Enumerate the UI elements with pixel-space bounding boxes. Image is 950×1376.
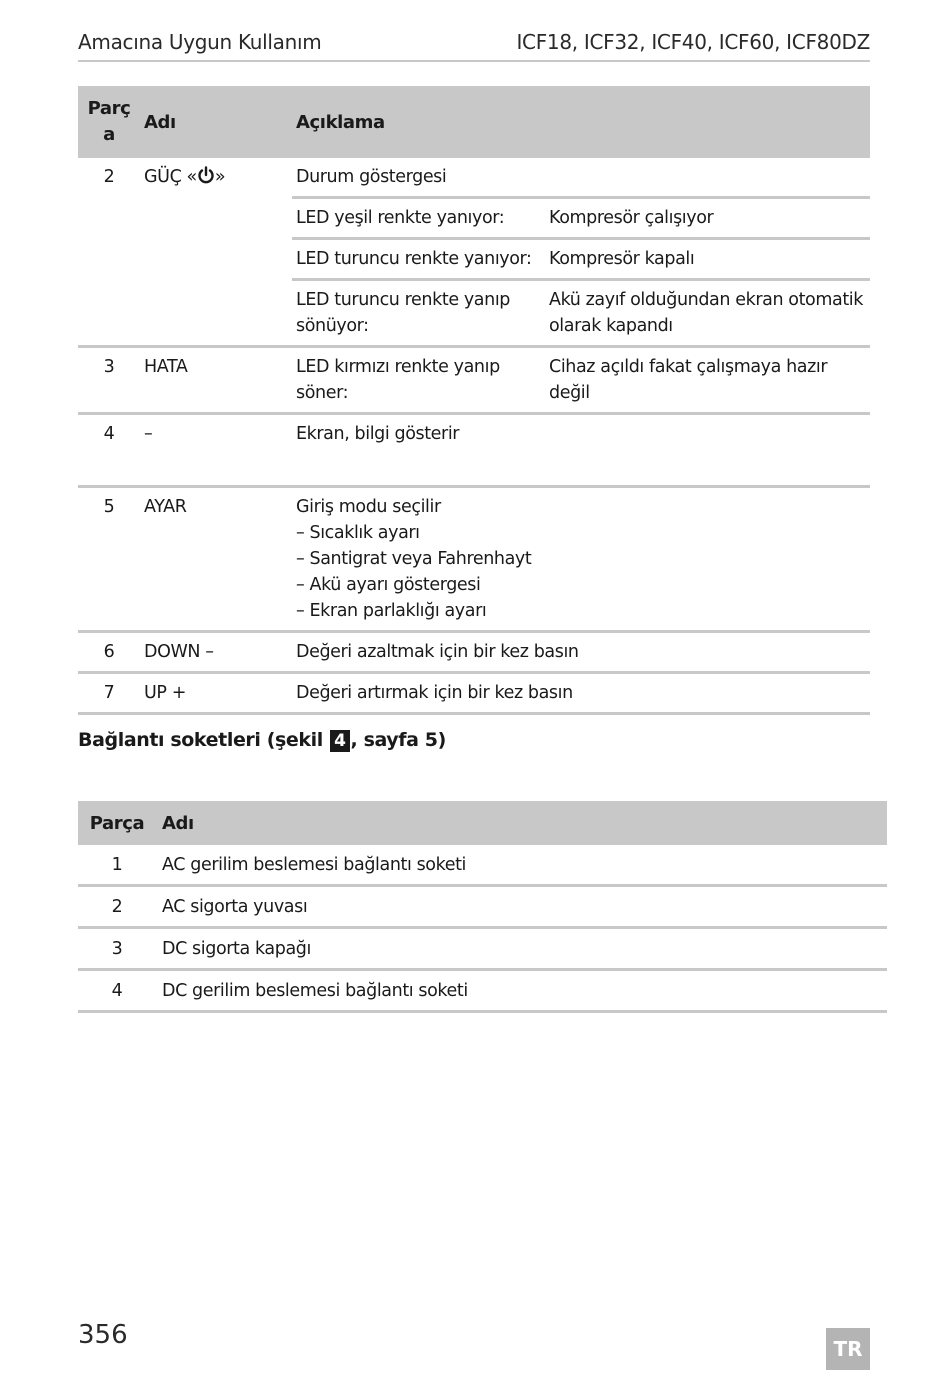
led-meaning: Kompresör çalışıyor — [545, 198, 870, 239]
led-meaning: Kompresör kapalı — [545, 239, 870, 280]
table-row — [78, 487, 870, 632]
row-name: UP + — [140, 673, 292, 714]
controls-table — [78, 86, 870, 715]
table-row — [78, 632, 870, 673]
led-state: LED turuncu renkte yanıyor: — [292, 239, 545, 280]
row-name: AC gerilim beslemesi bağlantı soketi — [156, 845, 887, 886]
table-row — [78, 928, 887, 970]
header-model-list: ICF18, ICF32, ICF40, ICF60, ICF80DZ — [516, 30, 870, 54]
table-header-row — [78, 801, 887, 845]
row-name: HATA — [140, 347, 292, 414]
row-name: AC sigorta yuvası — [156, 886, 887, 928]
row-name-suffix: » — [214, 167, 226, 187]
row-number: 4 — [78, 970, 156, 1012]
table-row — [78, 886, 887, 928]
row-number: 5 — [78, 487, 140, 632]
header-part: Parça — [78, 801, 156, 845]
header-name: Adı — [156, 801, 887, 845]
row-description: Giriş modu seçilir – Sıcaklık ayarı – Santigrat veya Fahrenhayt – Akü ayarı göstergesi – Ekran parlaklığı ayarı — [292, 487, 870, 632]
row-number: 3 — [78, 347, 140, 414]
table-row — [78, 845, 887, 886]
table-row — [78, 970, 887, 1012]
table-row — [78, 347, 870, 414]
header-description: Açıklama — [292, 86, 870, 158]
row-description: Değeri artırmak için bir kez basın — [292, 673, 870, 714]
table-row — [78, 414, 870, 487]
row-number: 1 — [78, 845, 156, 886]
row-description: Ekran, bilgi gösterir — [292, 414, 870, 487]
led-meaning: Akü zayıf olduğundan ekran otomatik olarak kapandı — [545, 280, 870, 347]
row-name: DOWN – — [140, 632, 292, 673]
row-name: AYAR — [140, 487, 292, 632]
row-number: 7 — [78, 673, 140, 714]
section-heading-suffix: , sayfa 5) — [350, 729, 446, 751]
table-row — [78, 673, 870, 714]
power-icon — [197, 166, 215, 193]
section-heading-text: Bağlantı soketleri (şekil — [78, 729, 330, 751]
row-number: 3 — [78, 928, 156, 970]
figure-number-badge: 4 — [330, 730, 349, 752]
row-number: 4 — [78, 414, 140, 487]
sockets-table — [78, 801, 887, 1013]
language-badge: TR — [826, 1328, 870, 1370]
table-row — [78, 158, 870, 198]
led-state: LED kırmızı renkte yanıp söner: — [292, 347, 545, 414]
row-name: DC sigorta kapağı — [156, 928, 887, 970]
row-description: Değeri azaltmak için bir kez basın — [292, 632, 870, 673]
led-state: LED turuncu renkte yanıp sönüyor: — [292, 280, 545, 347]
page-header — [78, 30, 870, 62]
header-part: Parç a — [78, 86, 140, 158]
row-name — [140, 158, 292, 347]
table-header-row — [78, 86, 870, 158]
led-meaning: Cihaz açıldı fakat çalışmaya hazır değil — [545, 347, 870, 414]
page-number: 356 — [78, 1320, 128, 1350]
header-name: Adı — [140, 86, 292, 158]
led-state: LED yeşil renkte yanıyor: — [292, 198, 545, 239]
section-heading — [78, 729, 446, 752]
row-name-prefix: GÜÇ « — [144, 167, 197, 187]
row-name: DC gerilim beslemesi bağlantı soketi — [156, 970, 887, 1012]
row-number: 6 — [78, 632, 140, 673]
row-description: Durum göstergesi — [292, 158, 870, 198]
row-number: 2 — [78, 158, 140, 347]
header-section-title: Amacına Uygun Kullanım — [78, 30, 322, 54]
row-name: – — [140, 414, 292, 487]
row-number: 2 — [78, 886, 156, 928]
